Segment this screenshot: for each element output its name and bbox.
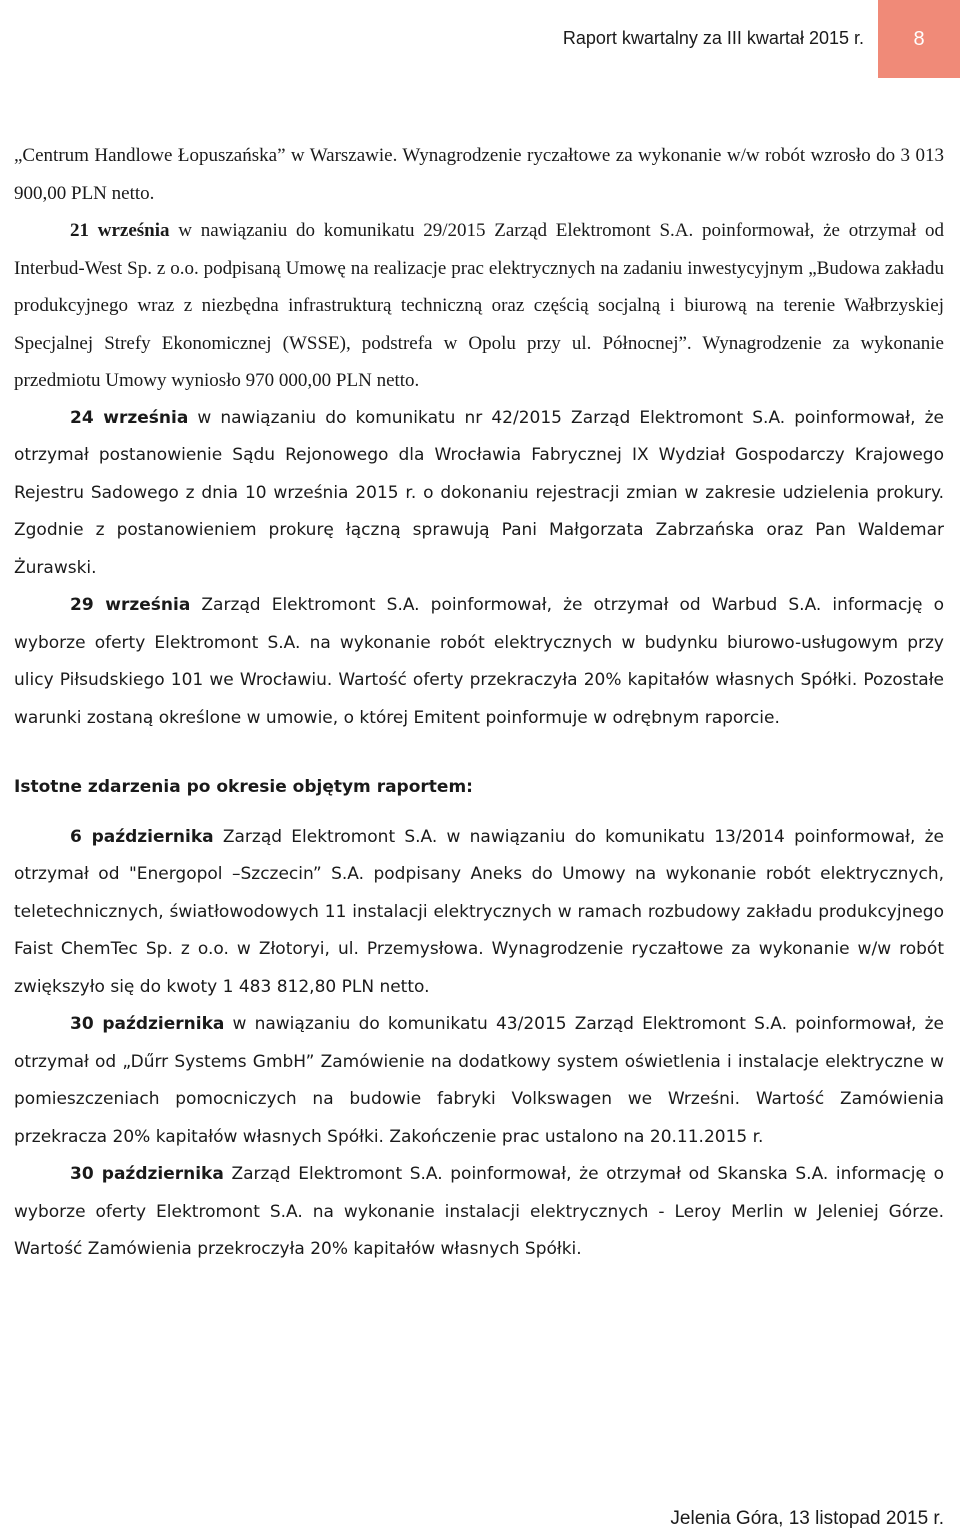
paragraph-24-wrzesnia <box>14 400 944 588</box>
event-date: 29 września <box>70 595 191 615</box>
event-text: Zarząd Elektromont S.A. w nawiązaniu do komunikatu 13/2014 poinformował, że otrzymał od "Energopol –Szczecin” S.A. podpisany Aneks do Umowy na wykonanie robót elektrycznych, teletechnicznych, światłowodowych 11 instalacji elektrycznych w ramach rozbudowy zakładu produkcyjnego Faist ChemTec Sp. z o.o. w Złotoryi, ul. Przemysłowa. Wynagrodzenie ryczałtowe za wykonanie w/w robót zwiększyło się do kwoty 1 483 812,80 PLN netto. <box>14 826 944 997</box>
event-30-pazdziernika-skanska <box>14 1156 944 1269</box>
paragraph-text: Zarząd Elektromont S.A. poinformował, że otrzymał od Warbud S.A. informację o wyborze oferty Elektromont S.A. na wykonanie robót elektrycznych w budynku biurowo-usługowym przy ulicy Piłsudskiego 101 we Wrocławiu. Wartość oferty przekraczyła 20% kapitałów własnych Spółki. Pozostałe warunki zostaną określone w umowie, o której Emitent poinformuje w odrębnym raporcie. <box>14 595 944 728</box>
paragraph-text: w nawiązaniu do komunikatu 29/2015 Zarząd Elektromont S.A. poinformował, że otrzymał od Interbud-West Sp. z o.o. podpisaną Umowę na realizacje prac elektrycznych na zadaniu inwestycyjnym „Budowa zakładu produkcyjnego wraz z niezbędna infrastrukturą techniczną oraz częścią socjalną i biurową na terenie Wałbrzyskiej Specjalnej Strefy Ekonomicznej (WSSE), podstrefa w Opolu przy ul. Północnej”. Wynagrodzenie za wykonanie przedmiotu Umowy wyniosło 970 000,00 PLN netto. <box>14 220 945 391</box>
event-date: 21 września <box>70 220 170 241</box>
paragraph-21-wrzesnia <box>14 212 944 400</box>
page-number-box <box>878 0 960 78</box>
event-6-pazdziernika <box>14 819 944 1007</box>
footer-place-date: Jelenia Góra, 13 listopad 2015 r. <box>670 1508 944 1529</box>
event-text: Zarząd Elektromont S.A. poinformował, że otrzymał od Skanska S.A. informację o wyborze oferty Elektromont S.A. na wykonanie instalacji elektrycznych - Leroy Merlin w Jeleniej Górze. Wartość Zamówienia przekroczyła 20% kapitałów własnych Spółki. <box>14 1164 945 1259</box>
page-header <box>0 0 960 78</box>
event-30-pazdziernika-durr <box>14 1006 944 1156</box>
report-title: Raport kwartalny za III kwartał 2015 r. <box>562 28 864 48</box>
event-date: 24 września <box>70 407 189 428</box>
event-date: 30 października <box>70 1014 225 1034</box>
document-body <box>14 137 944 1269</box>
event-text: w nawiązaniu do komunikatu 43/2015 Zarząd Elektromont S.A. poinformował, że otrzymał od „Dűrr Systems GmbH” Zamówienie na dodatkowy system oświetlenia i instalacje elektryczne w pomieszczeniach pomocniczych na budowie fabryki Volkswagen we Wrześni. Wartość Zamówienia przekracza 20% kapitałów własnych Spółki. Zakończenie prac ustalono na 20.11.2015 r. <box>14 1014 944 1147</box>
paragraph-text: w nawiązaniu do komunikatu nr 42/2015 Zarząd Elektromont S.A. poinformował, że otrzymał postanowienie Sądu Rejonowego dla Wrocławia Fabrycznej IX Wydział Gospodarczy Krajowego Rejestru Sadowego z dnia 10 września 2015 r. o dokonaniu rejestracji zmian w zakresie udzielenia prokury. Zgodnie z postanowieniem prokurę łączną sprawują Pani Małgorzata Zabrzańska oraz Pan Waldemar Żurawski. <box>14 407 945 578</box>
page-number: 8 <box>913 27 925 50</box>
paragraph-29-wrzesnia <box>14 587 944 737</box>
paragraph-centrum <box>14 137 944 212</box>
paragraph-text: „Centrum Handlowe Łopuszańska” w Warszawie. Wynagrodzenie ryczałtowe za wykonanie w/w robót wzrosło do 3 013 900,00 PLN netto. <box>14 145 944 204</box>
event-date: 30 października <box>70 1164 224 1184</box>
section-heading: Istotne zdarzenia po okresie objętym raportem: <box>14 777 473 797</box>
event-date: 6 października <box>70 826 214 847</box>
